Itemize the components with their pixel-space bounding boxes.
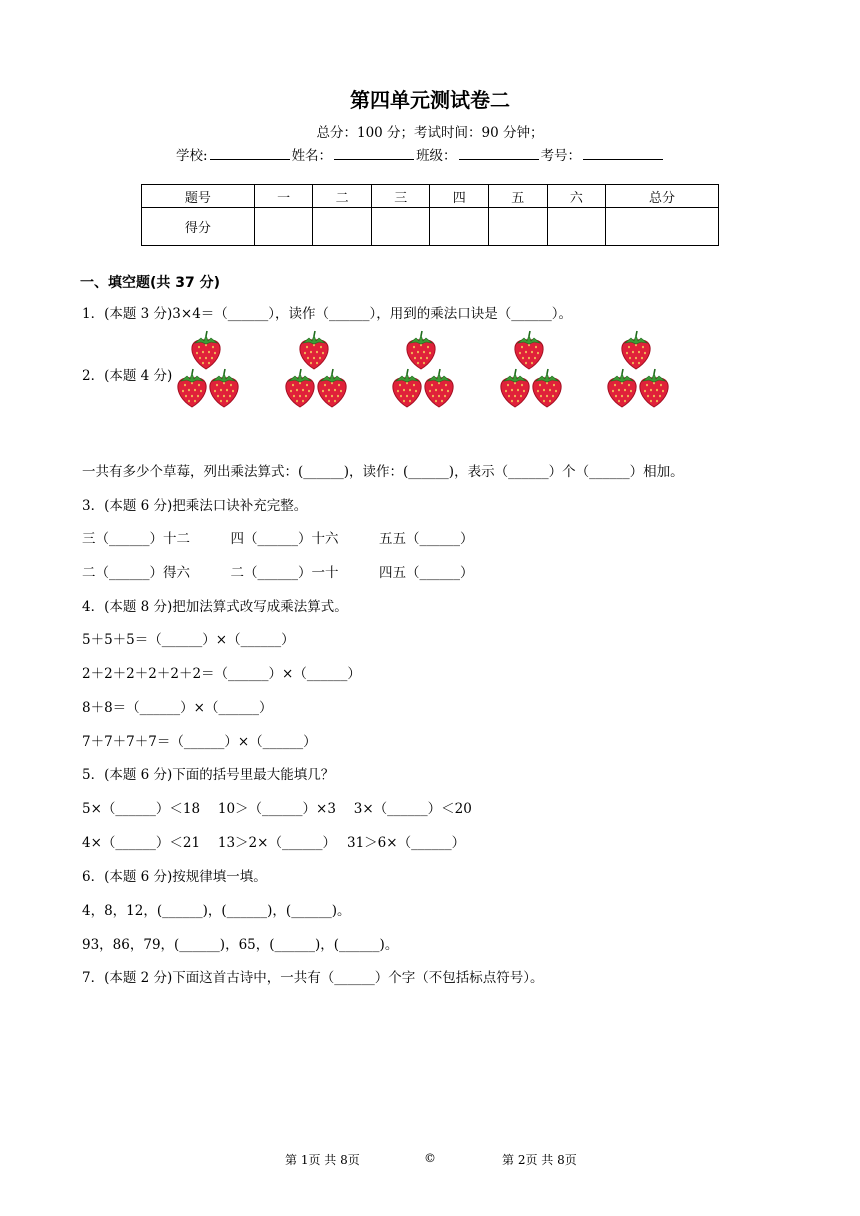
strawberry-icon	[531, 368, 563, 408]
score-cell[interactable]	[547, 208, 606, 246]
strawberry-icon	[391, 368, 423, 408]
strawberry-icon	[298, 330, 330, 370]
strawberry-icon	[499, 368, 531, 408]
student-info-line	[176, 144, 665, 164]
strawberry-group	[284, 330, 344, 406]
question-line: 2＋2＋2＋2＋2＋2＝（______）×（______）	[82, 666, 361, 682]
strawberry-icon	[176, 368, 208, 408]
question-line: 三（______）十二 四（______）十六 五五（______）	[82, 531, 474, 547]
question-line: 4．(本题 8 分)把加法算式改写成乘法算式。	[82, 599, 348, 615]
strawberry-icon	[405, 330, 437, 370]
question-line: 7＋7＋7＋7＝（______）×（______）	[82, 734, 317, 750]
school-label: 学校:	[176, 148, 208, 164]
score-cell[interactable]	[430, 208, 489, 246]
footer-copyright: ©	[424, 1151, 436, 1165]
strawberry-icon	[606, 368, 638, 408]
score-table-header: 一	[254, 185, 313, 208]
strawberry-group	[391, 330, 451, 406]
strawberry-group	[499, 330, 559, 406]
score-table-header-row	[142, 185, 719, 208]
question-line: 4×（______）＜21 13＞2×（______） 31＞6×（______）	[82, 835, 466, 851]
score-cell[interactable]	[489, 208, 548, 246]
school-blank[interactable]	[210, 145, 290, 160]
question-line: 5×（______）＜18 10＞（______）×3 3×（______）＜20	[82, 801, 472, 817]
question-line: 3．(本题 6 分)把乘法口诀补充完整。	[82, 498, 308, 514]
section-title: 一、填空题(共 37 分)	[80, 275, 221, 291]
score-table-header: 六	[547, 185, 606, 208]
exam-number-label: 考号：	[540, 148, 582, 164]
question-line: 2．(本题 4 分)	[82, 368, 173, 384]
class-blank[interactable]	[459, 145, 539, 160]
strawberry-group	[176, 330, 236, 406]
score-table-row	[142, 208, 719, 246]
score-table-header: 二	[313, 185, 372, 208]
strawberry-icon	[513, 330, 545, 370]
score-cell[interactable]	[254, 208, 313, 246]
score-table-header: 题号	[142, 185, 255, 208]
strawberry-icon	[190, 330, 222, 370]
question-line: 1．(本题 3 分)3×4＝（______），读作（______），用到的乘法口诀是（______）。	[82, 306, 573, 322]
strawberry-icon	[638, 368, 670, 408]
score-table-header: 总分	[606, 185, 719, 208]
question-line: 6．(本题 6 分)按规律填一填。	[82, 869, 267, 885]
strawberry-icon	[423, 368, 455, 408]
footer-page-left: 第 1页 共 8页	[285, 1153, 360, 1167]
strawberry-icon	[284, 368, 316, 408]
score-table-header: 四	[430, 185, 489, 208]
score-table	[141, 184, 719, 246]
strawberry-icon	[316, 368, 348, 408]
score-cell[interactable]	[371, 208, 430, 246]
question-line: 二（______）得六 二（______）一十 四五（______）	[82, 565, 474, 581]
strawberry-group	[606, 330, 666, 406]
score-row-label: 得分	[142, 208, 255, 246]
exam-number-blank[interactable]	[583, 145, 663, 160]
question-line: 4，8，12，(______)，(______)，(______)。	[82, 903, 351, 919]
question-line: 一共有多少个草莓，列出乘法算式：(______)，读作：(______)，表示（______）个（______）相加。	[82, 464, 684, 480]
score-table-header: 五	[489, 185, 548, 208]
question-line: 5＋5＋5＝（______）×（______）	[82, 632, 295, 648]
score-cell[interactable]	[313, 208, 372, 246]
question-line: 7．(本题 2 分)下面这首古诗中，一共有（______）个字（不包括标点符号）。	[82, 970, 544, 986]
strawberry-icon	[620, 330, 652, 370]
class-label: 班级：	[416, 148, 457, 164]
question-line: 93，86，79，(______)，65，(______)，(______)。	[82, 937, 399, 953]
page-title: 第四单元测试卷二	[350, 88, 510, 112]
footer-page-right: 第 2页 共 8页	[502, 1153, 577, 1167]
strawberry-icon	[208, 368, 240, 408]
name-label: 姓名：	[291, 148, 333, 164]
name-blank[interactable]	[334, 145, 414, 160]
question-line: 5．(本题 6 分)下面的括号里最大能填几？	[82, 767, 335, 783]
exam-info: 总分：100 分；考试时间：90 分钟；	[316, 125, 544, 141]
score-cell[interactable]	[606, 208, 719, 246]
question-line: 8＋8＝（______）×（______）	[82, 700, 273, 716]
score-table-header: 三	[371, 185, 430, 208]
